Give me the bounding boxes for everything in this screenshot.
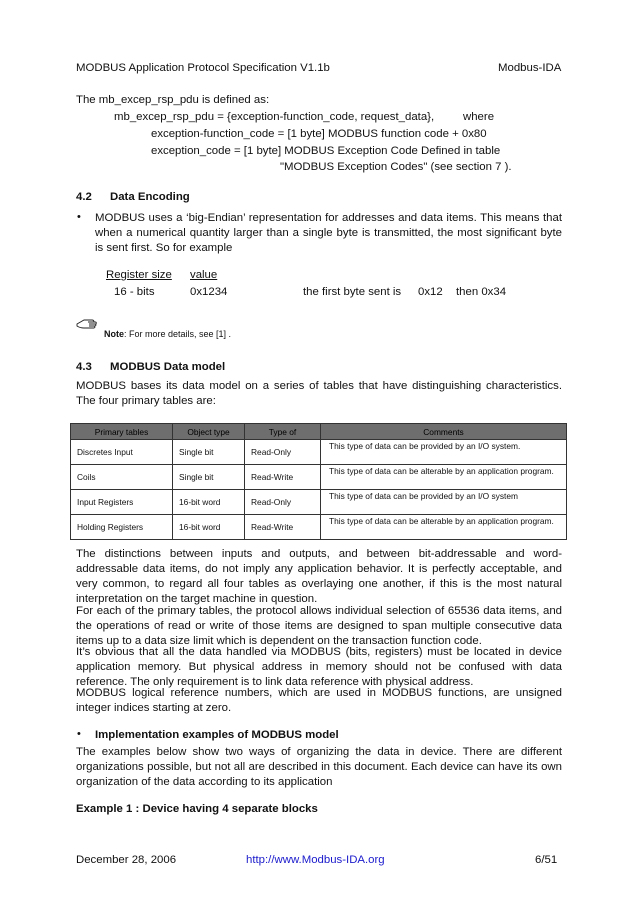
paragraph-memory: It’s obvious that all the data handled via MODBUS (bits, registers) must be located in device application memory. But physical address in memory should not be confused with data reference. The only requirement is to link data reference with physical address. [76, 646, 562, 689]
primary-tables [70, 423, 567, 540]
table-header-row [71, 424, 567, 440]
paragraph-primary-tables: For each of the primary tables, the protocol allows individual selection of 65536 data items, and the operations of read or write of those items are designed to span multiple consecutive data items up to a data size limit which is dependent on the transaction function code. [76, 605, 562, 648]
first-byte-text: the first byte sent is [303, 286, 402, 298]
table-cell: Coils [71, 465, 173, 490]
register-value: 0x1234 [190, 286, 228, 298]
paragraph-distinctions: The distinctions between inputs and outputs, and between bit-addressable and word-addressable data items, do not imply any application behavior. It is perfectly acceptable, and very common, to regard all four tables as overlaying one another, if this is the most natural interpretation on the target machine in question. [76, 548, 562, 606]
pointing-hand-icon [76, 318, 98, 332]
table-cell: Read-Only [245, 440, 321, 465]
table-cell: 16-bit word [173, 515, 245, 540]
table-cell: This type of data can be alterable by an application program. [321, 465, 567, 490]
paragraph-reference-numbers: MODBUS logical reference numbers, which are used in MODBUS functions, are unsigned integer indices starting at zero. [76, 687, 562, 715]
register-size-value: 16 - bits [114, 286, 155, 298]
table-cell: 16-bit word [173, 490, 245, 515]
table-header-cell: Primary tables [71, 424, 173, 440]
bullet-icon: • [77, 728, 81, 740]
table-cell: This type of data can be provided by an I/O system. [321, 440, 567, 465]
value-header: value [190, 269, 218, 281]
table-header-cell: Comments [321, 424, 567, 440]
note [104, 329, 231, 339]
implementation-heading: Implementation examples of MODBUS model [95, 729, 339, 741]
table-cell: Read-Only [245, 490, 321, 515]
register-size-header: Register size [106, 269, 172, 281]
first-byte-value: 0x12 [418, 286, 443, 298]
table-cell: Discretes Input [71, 440, 173, 465]
section-4-3-number: 4.3 [76, 361, 92, 373]
example-1-heading: Example 1 : Device having 4 separate blocks [76, 803, 318, 815]
pdu-where: where [463, 111, 495, 123]
note-text: : For more details, see [1] . [124, 329, 232, 339]
note-label: Note [104, 329, 124, 339]
bullet-icon: • [77, 211, 81, 223]
table-cell: Input Registers [71, 490, 173, 515]
section-4-2-number: 4.2 [76, 191, 92, 203]
table-row [71, 515, 567, 540]
table-row [71, 440, 567, 465]
table-header-cell: Type of [245, 424, 321, 440]
pdu-line-1: mb_excep_rsp_pdu = {exception-function_code, request_data}, [114, 111, 435, 123]
section-4-3-title: MODBUS Data model [110, 361, 226, 373]
header-title: MODBUS Application Protocol Specification V1.1b [76, 62, 330, 74]
footer-url-link[interactable]: http://www.Modbus-IDA.org [246, 854, 385, 866]
table-cell: Holding Registers [71, 515, 173, 540]
pdu-intro: The mb_excep_rsp_pdu is defined as: [76, 94, 270, 106]
footer-date: December 28, 2006 [76, 854, 177, 866]
table-row [71, 490, 567, 515]
pdu-line-4: "MODBUS Exception Codes" (see section 7 ). [280, 161, 512, 173]
table-cell: Read-Write [245, 515, 321, 540]
then-byte-text: then 0x34 [456, 286, 507, 298]
encoding-paragraph: MODBUS uses a ‘big-Endian’ representation for addresses and data items. This means that when a numerical quantity larger than a single byte is transmitted, the most significant byte is sent first. So for example [95, 212, 562, 255]
header-org: Modbus-IDA [498, 62, 562, 74]
table-cell: This type of data can be provided by an I/O system [321, 490, 567, 515]
table-cell: Read-Write [245, 465, 321, 490]
table-cell: Single bit [173, 465, 245, 490]
pdu-line-2: exception-function_code = [1 byte] MODBUS function code + 0x80 [151, 128, 487, 140]
footer-page-number: 6/51 [535, 854, 558, 866]
data-model-intro: MODBUS bases its data model on a series of tables that have distinguishing characteristics. The four primary tables are: [76, 380, 562, 408]
section-4-2-title: Data Encoding [110, 191, 190, 203]
pdu-line-3: exception_code = [1 byte] MODBUS Exception Code Defined in table [151, 145, 501, 157]
table-header-cell: Object type [173, 424, 245, 440]
table-cell: Single bit [173, 440, 245, 465]
implementation-paragraph: The examples below show two ways of organizing the data in device. There are different organizations possible, but not all are described in this document. Each device can have its own organization of the data according to its application [76, 746, 562, 789]
table-row [71, 465, 567, 490]
table-cell: This type of data can be alterable by an application program. [321, 515, 567, 540]
